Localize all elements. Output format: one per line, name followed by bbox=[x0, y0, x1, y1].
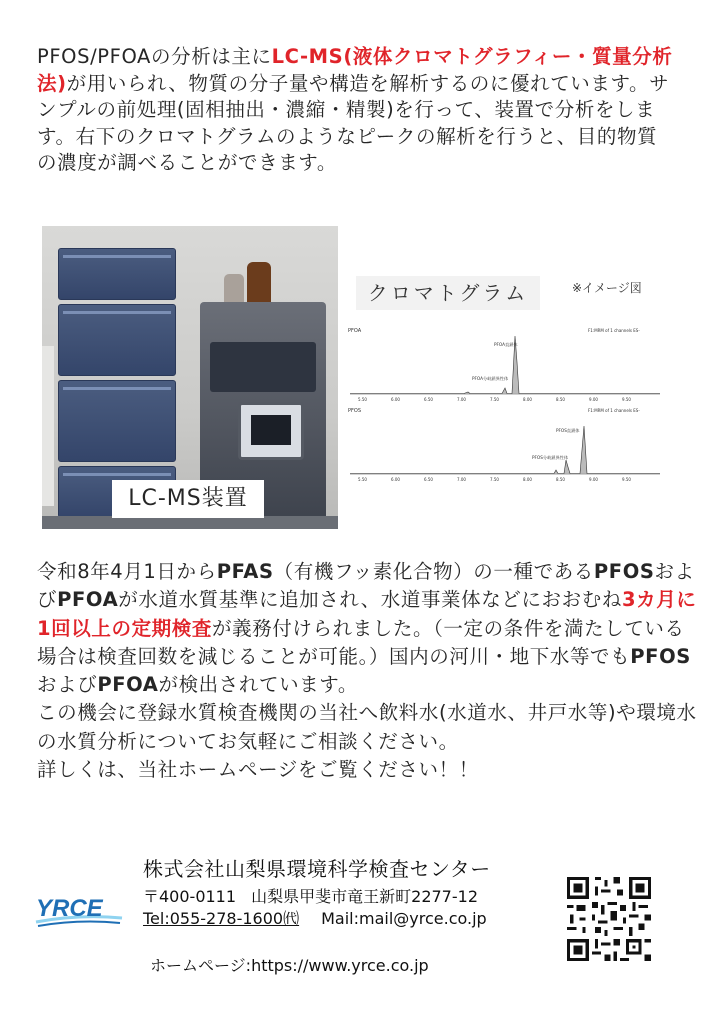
panel2-header: F1:MRM of 1 channels ES- bbox=[588, 408, 640, 413]
svg-text:9.50: 9.50 bbox=[622, 477, 631, 482]
postal-code: 〒400-0111 bbox=[143, 887, 237, 906]
svg-text:7.00: 7.00 bbox=[457, 397, 466, 402]
svg-text:8.00: 8.00 bbox=[523, 477, 532, 482]
svg-text:8.50: 8.50 bbox=[556, 397, 565, 402]
svg-text:9.00: 9.00 bbox=[589, 397, 598, 402]
panel1-peak-linear: PFOA直鎖体 bbox=[494, 342, 518, 347]
svg-text:7.50: 7.50 bbox=[490, 477, 499, 482]
svg-text:5.50: 5.50 bbox=[358, 397, 367, 402]
homepage-link[interactable]: ホームページ:https://www.yrce.co.jp bbox=[150, 956, 429, 975]
pfoa-term: PFOA bbox=[57, 588, 119, 612]
body-text: が義務付けられました。（一定の条件を満たしている場合は検査回数を減じることが可能。）国内の河川・地下水等でも bbox=[37, 616, 685, 668]
company-name: 株式会社山梨県環境科学検査センター bbox=[143, 857, 491, 881]
chromatogram-figure bbox=[344, 322, 664, 484]
phone-number[interactable]: Tel:055-278-1600㈹ bbox=[143, 909, 300, 928]
intro-lcms-highlight: LC-MS(液体クロマトグラフィー・質量分析法) bbox=[37, 45, 673, 95]
body-consult: この機会に登録水質検査機関の当社へ飲料水(水道水、井戸水等)や環境水の水質分析についてお気軽にご相談ください。 bbox=[37, 701, 697, 753]
body-homepage-note: 詳しくは、当社ホームページをご覧ください！！ bbox=[37, 758, 479, 782]
pfos-term: PFOS bbox=[630, 644, 691, 668]
panel2-name: PFOS bbox=[348, 408, 362, 414]
logo-text: YRCE bbox=[36, 895, 103, 922]
yrce-logo bbox=[34, 888, 124, 928]
panel1-name: PFOA bbox=[348, 328, 362, 334]
panel2-ticks bbox=[358, 477, 631, 482]
svg-text:6.50: 6.50 bbox=[424, 477, 433, 482]
inspection-highlight: 3カ月に1回以上の定期検査 bbox=[37, 588, 697, 640]
body-notice bbox=[37, 558, 697, 699]
intro-text-1: PFOS/PFOAの分析は主に bbox=[37, 45, 272, 68]
body-text: および bbox=[37, 560, 695, 612]
svg-text:7.00: 7.00 bbox=[457, 477, 466, 482]
pfas-term: PFAS bbox=[216, 560, 274, 583]
pfos-term: PFOS bbox=[593, 560, 655, 583]
address bbox=[143, 884, 478, 907]
pfoa-term: PFOA bbox=[97, 673, 159, 697]
body-text: が検出されています。 bbox=[158, 673, 358, 697]
body-text: および bbox=[37, 673, 98, 697]
lc-module-stack bbox=[58, 248, 176, 518]
svg-text:9.50: 9.50 bbox=[622, 397, 631, 402]
chromatogram-svg bbox=[344, 322, 664, 484]
body-text: （有機フッ素化合物）の一種である bbox=[273, 560, 594, 583]
photo-label: LC-MS装置 bbox=[112, 480, 264, 518]
svg-text:6.00: 6.00 bbox=[391, 477, 400, 482]
panel1-header: F1:MRM of 1 channels ES- bbox=[588, 328, 640, 333]
svg-text:8.00: 8.00 bbox=[523, 397, 532, 402]
svg-text:7.50: 7.50 bbox=[490, 397, 499, 402]
intro-text-2: が用いられ、物質の分子量や構造を解析するのに優れています。サンプルの前処理(固相抽出・濃縮・精製)を行って、装置で分析をします。右下のクロマトグラムのようなピークの解析を行うと、目的物質の濃度が調べることができます。 bbox=[37, 71, 670, 174]
svg-text:8.50: 8.50 bbox=[556, 477, 565, 482]
svg-text:6.00: 6.00 bbox=[391, 397, 400, 402]
body-text: 令和8年4月1日から bbox=[37, 560, 217, 583]
panel1-ticks bbox=[358, 397, 631, 402]
street-address: 山梨県甲斐市竜王新町2277-12 bbox=[251, 887, 478, 906]
panel2-peak-linear: PFOS直鎖体 bbox=[556, 428, 580, 433]
qr-code[interactable] bbox=[564, 874, 654, 964]
svg-text:6.50: 6.50 bbox=[424, 397, 433, 402]
body-text: が水道水質基準に追加され、水道事業体などにおおむね bbox=[118, 588, 622, 612]
svg-text:9.00: 9.00 bbox=[589, 477, 598, 482]
image-note: ※イメージ図 bbox=[572, 281, 642, 295]
panel1-peak-branched: PFOA分岐鎖異性体 bbox=[472, 376, 509, 381]
email-address[interactable]: Mail:mail@yrce.co.jp bbox=[321, 909, 487, 928]
chromatogram-title: クロマトグラム bbox=[356, 276, 540, 310]
svg-text:5.50: 5.50 bbox=[358, 477, 367, 482]
contact-line bbox=[143, 906, 487, 929]
intro-paragraph bbox=[37, 44, 677, 177]
panel2-peak-branched: PFOS分岐鎖異性体 bbox=[532, 455, 569, 460]
body-paragraph bbox=[37, 558, 697, 784]
